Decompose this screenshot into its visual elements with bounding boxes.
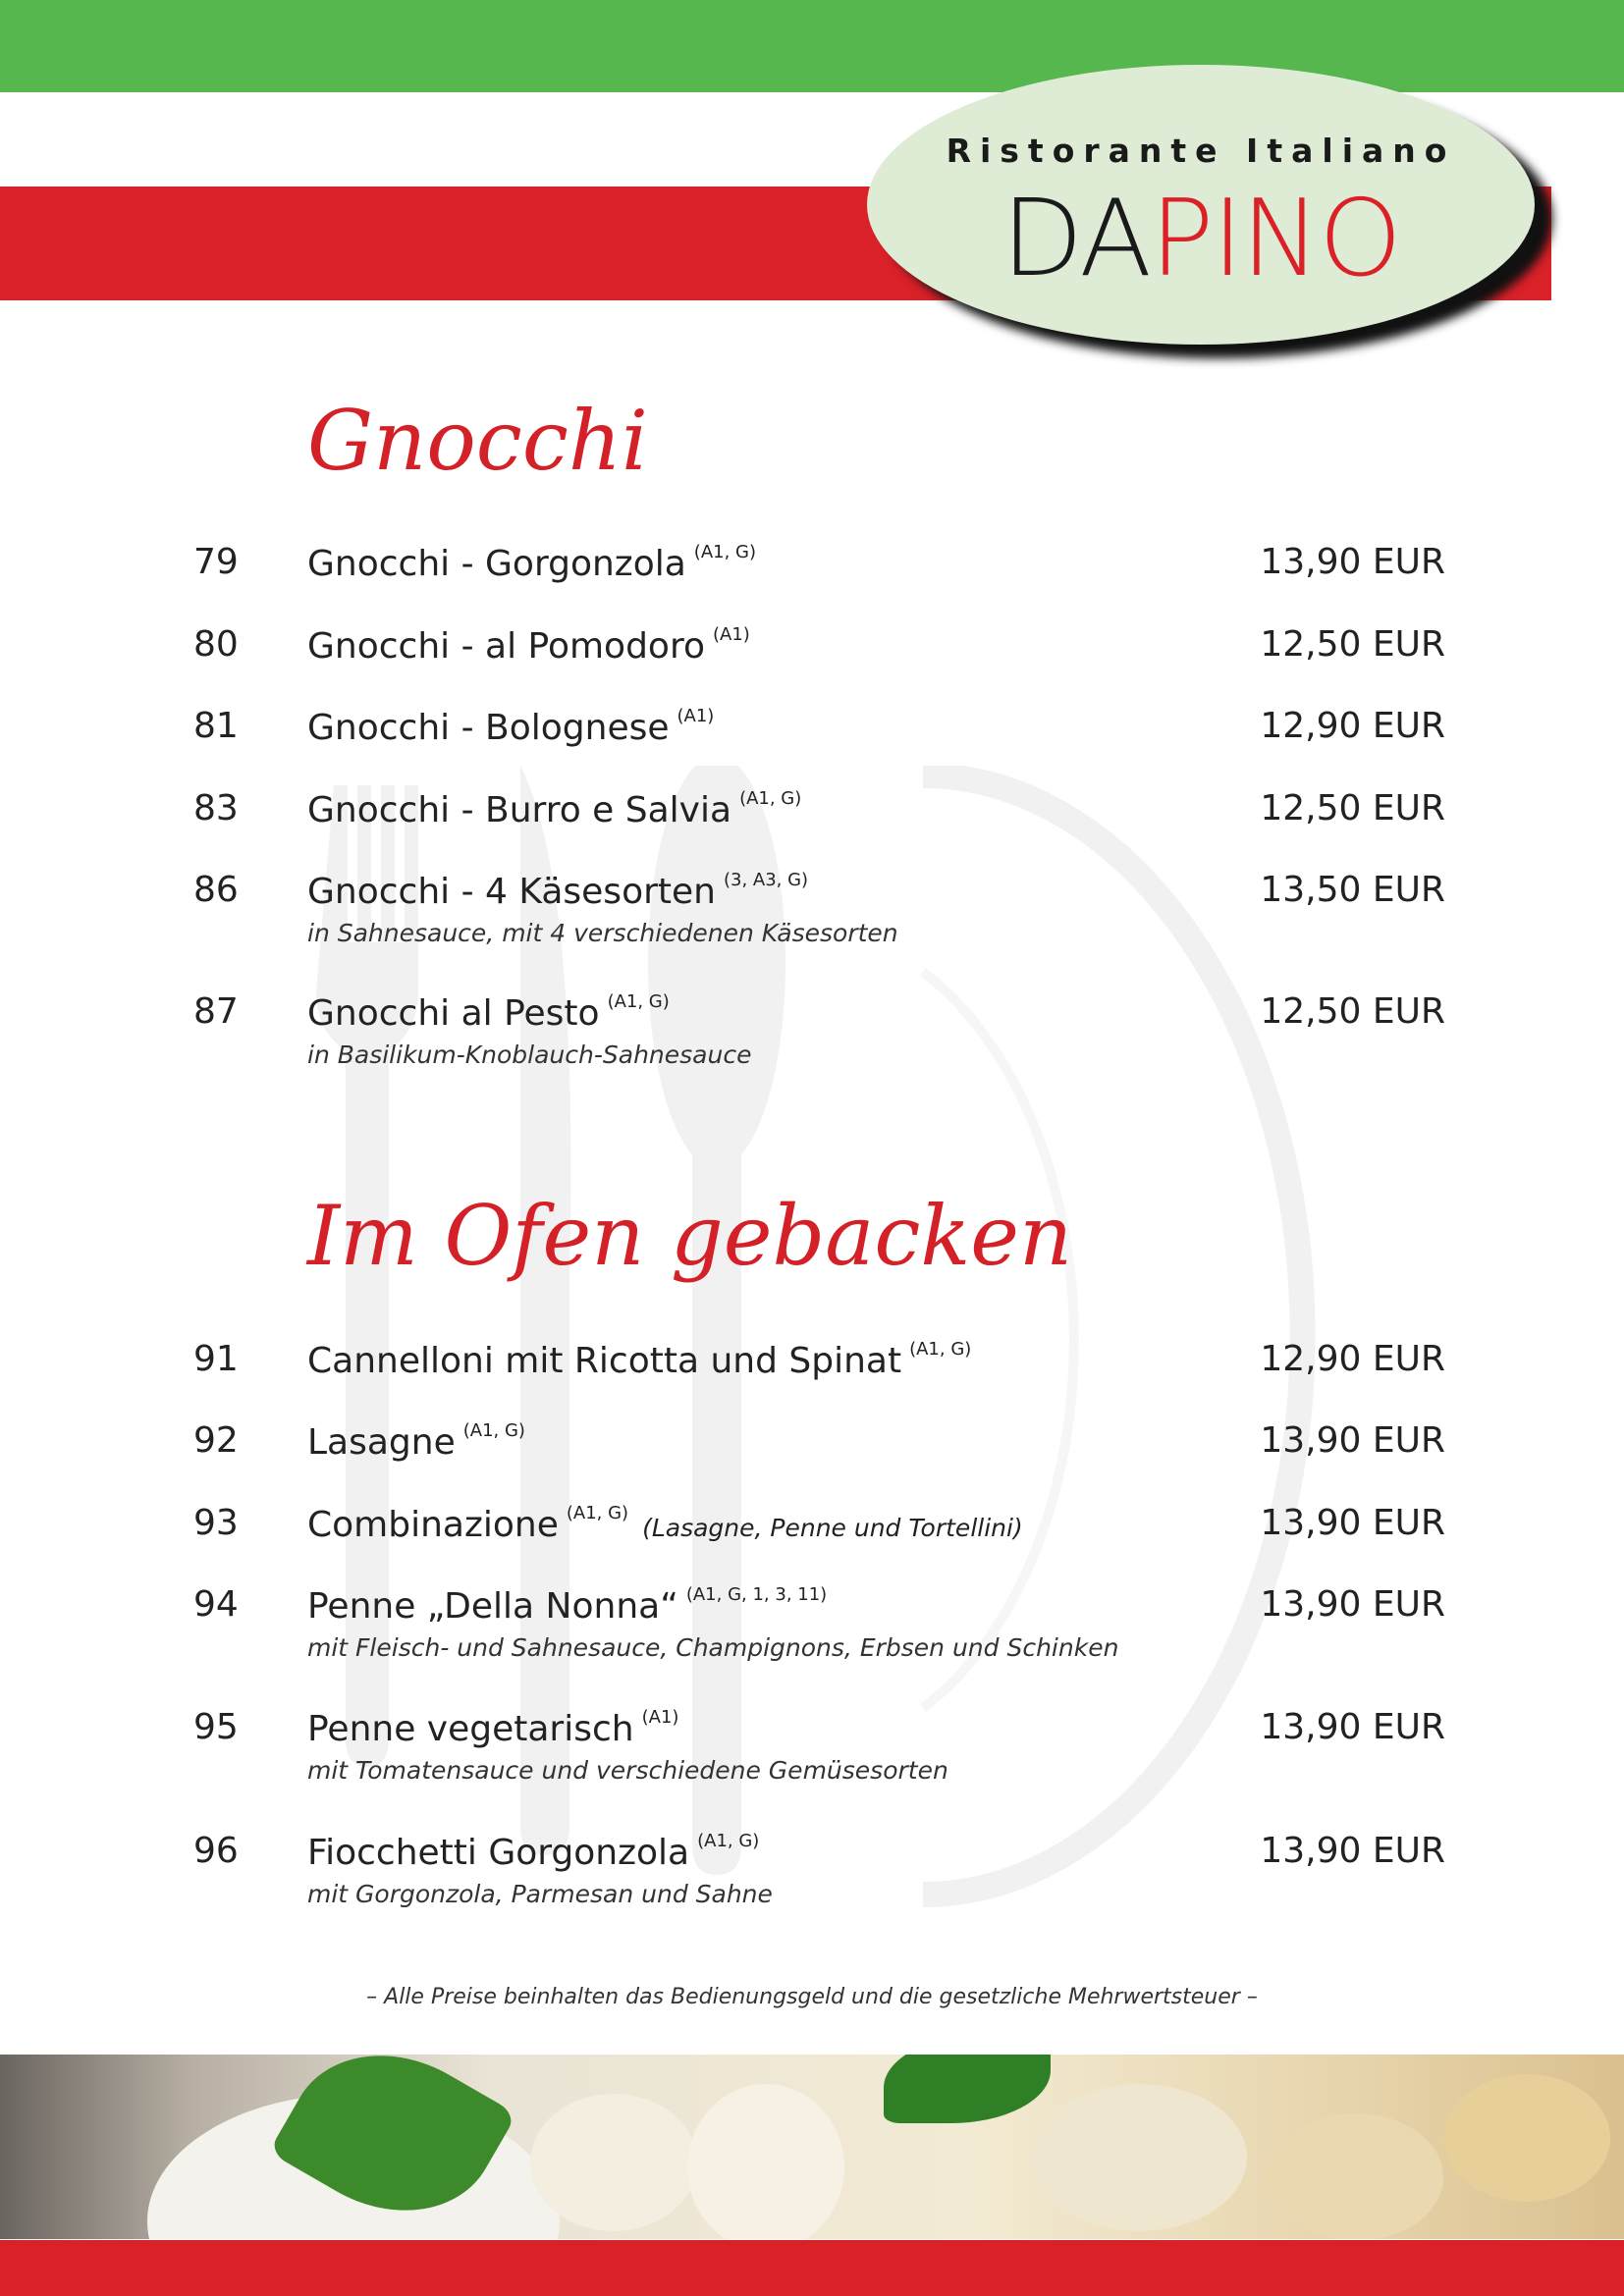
item-number: 86 (193, 870, 239, 910)
item-extra: (Lasagne, Penne und Tortellini) (642, 1514, 1023, 1542)
item-name-line (307, 1831, 759, 1873)
item-name-line (307, 1420, 525, 1463)
item-price: 13,90 EUR (1260, 1831, 1445, 1871)
item-name: Fiocchetti Gorgonzola (307, 1833, 690, 1873)
item-name: Penne vegetarisch (307, 1709, 634, 1749)
menu-item (193, 870, 1445, 947)
item-name: Gnocchi - Bolognese (307, 708, 670, 748)
item-price: 13,50 EUR (1260, 870, 1445, 910)
item-name-line (307, 1584, 827, 1627)
item-name: Cannelloni mit Ricotta und Spinat (307, 1341, 902, 1381)
item-description: in Sahnesauce, mit 4 verschiedenen Käsesorten (307, 919, 898, 947)
item-description: mit Fleisch- und Sahnesauce, Champignons, Erbsen und Schinken (307, 1633, 1119, 1662)
gnocchi-photo (0, 2055, 1624, 2239)
item-price: 13,90 EUR (1260, 1420, 1445, 1461)
item-allergens: (A1, G) (693, 542, 756, 562)
menu-item (193, 1503, 1445, 1562)
item-name-line (307, 1707, 678, 1749)
item-price: 12,50 EUR (1260, 991, 1445, 1032)
item-number: 91 (193, 1339, 239, 1379)
section-heading: Gnocchi (307, 393, 648, 489)
item-allergens: (A1, G) (909, 1339, 972, 1360)
menu-item (193, 1420, 1445, 1479)
item-number: 81 (193, 706, 239, 746)
item-allergens: (A1, G) (739, 788, 802, 809)
item-name: Lasagne (307, 1422, 456, 1463)
item-number: 83 (193, 788, 239, 828)
item-allergens: (A1, G) (697, 1831, 760, 1851)
item-name: Gnocchi al Pesto (307, 993, 600, 1034)
menu-item (193, 788, 1445, 847)
menu-item (193, 1584, 1445, 1662)
item-number: 94 (193, 1584, 239, 1625)
item-number: 92 (193, 1420, 239, 1461)
item-description: mit Tomatensauce und verschiedene Gemüsesorten (307, 1756, 948, 1785)
item-name-line (307, 624, 750, 667)
item-allergens: (A1) (641, 1707, 679, 1728)
item-allergens: (A1, G, 1, 3, 11) (685, 1584, 828, 1605)
item-name: Gnocchi - 4 Käsesorten (307, 872, 716, 912)
item-name-line (307, 542, 756, 584)
restaurant-logo (867, 65, 1535, 345)
item-name-line (307, 1503, 1023, 1545)
item-name: Combinazione (307, 1505, 559, 1545)
logo-name-pino: PINO (1150, 178, 1400, 300)
item-number: 80 (193, 624, 239, 665)
item-price: 12,50 EUR (1260, 788, 1445, 828)
menu-item (193, 1707, 1445, 1785)
item-name-line (307, 706, 714, 748)
item-allergens: (A1, G) (607, 991, 670, 1012)
item-name-line (307, 991, 670, 1034)
menu-item (193, 706, 1445, 765)
item-name-line (307, 788, 801, 830)
logo-subtitle: Ristorante Italiano (946, 132, 1456, 170)
item-allergens: (A1) (677, 706, 715, 726)
item-number: 96 (193, 1831, 239, 1871)
item-name: Gnocchi - Burro e Salvia (307, 790, 732, 830)
item-number: 79 (193, 542, 239, 582)
item-description: in Basilikum-Knoblauch-Sahnesauce (307, 1041, 752, 1069)
item-price: 13,90 EUR (1260, 1584, 1445, 1625)
menu-item (193, 1831, 1445, 1908)
menu-item (193, 542, 1445, 601)
menu-item (193, 991, 1445, 1069)
price-note: – Alle Preise beinhalten das Bedienungsgeld und die gesetzliche Mehrwertsteuer – (366, 1985, 1258, 2009)
section-heading: Im Ofen gebacken (307, 1188, 1073, 1284)
item-price: 12,50 EUR (1260, 624, 1445, 665)
item-allergens: (A1, G) (462, 1420, 525, 1441)
item-allergens: (A1) (712, 624, 750, 645)
item-name-line (307, 1339, 971, 1381)
item-allergens: (3, A3, G) (723, 870, 809, 890)
item-allergens: (A1, G) (566, 1503, 629, 1523)
item-price: 13,90 EUR (1260, 542, 1445, 582)
item-name: Penne „Della Nonna“ (307, 1586, 678, 1627)
logo-name (867, 178, 1535, 300)
item-description: mit Gorgonzola, Parmesan und Sahne (307, 1880, 773, 1908)
logo-name-da: DA (1001, 178, 1151, 300)
item-price: 13,90 EUR (1260, 1707, 1445, 1747)
item-number: 95 (193, 1707, 239, 1747)
item-number: 87 (193, 991, 239, 1032)
flag-red-bottom-stripe (0, 2240, 1624, 2296)
menu-item (193, 624, 1445, 683)
flag-green-stripe (0, 0, 1624, 92)
item-price: 12,90 EUR (1260, 1339, 1445, 1379)
menu-item (193, 1339, 1445, 1398)
item-price: 13,90 EUR (1260, 1503, 1445, 1543)
item-number: 93 (193, 1503, 239, 1543)
item-name-line (307, 870, 808, 912)
item-name: Gnocchi - al Pomodoro (307, 626, 705, 667)
item-price: 12,90 EUR (1260, 706, 1445, 746)
item-name: Gnocchi - Gorgonzola (307, 544, 686, 584)
